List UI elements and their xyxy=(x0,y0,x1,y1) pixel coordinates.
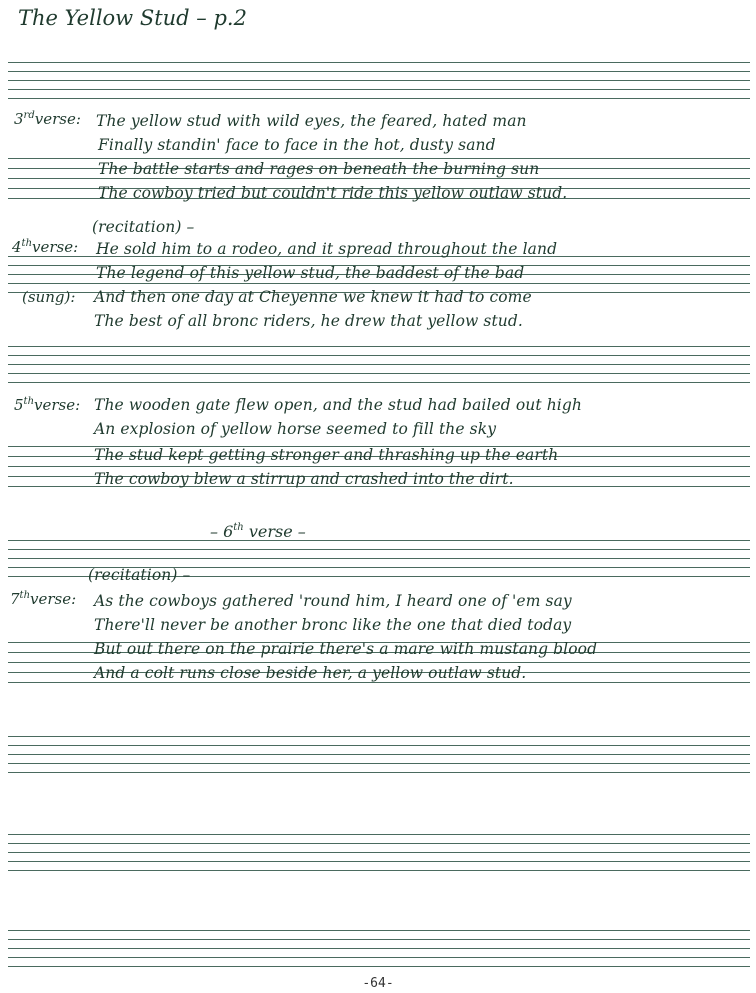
verse-7-line-3: But out there on the prairie there's a mare with mustang blood xyxy=(94,640,598,658)
verse-5-label: 5thverse: xyxy=(14,396,81,414)
verse-4-line-2: The legend of this yellow stud, the baddest of the bad xyxy=(96,264,525,282)
verse-3-line-4: The cowboy tried but couldn't ride this yellow outlaw stud. xyxy=(98,184,568,202)
verse-4-recitation: (recitation) – xyxy=(92,218,195,236)
verse-4-line-1: He sold him to a rodeo, and it spread throughout the land xyxy=(96,240,558,258)
verse-5-line-3: The stud kept getting stronger and thrashing up the earth xyxy=(94,446,559,464)
verse-5-line-2: An explosion of yellow horse seemed to fill the sky xyxy=(94,420,497,438)
verse-7-recitation: (recitation) – xyxy=(88,566,191,584)
verse-7-line-2: There'll never be another bronc like the one that died today xyxy=(94,616,572,634)
verse-3-line-2: Finally standin' face to face in the hot, dusty sand xyxy=(98,136,496,154)
verse-7-line-1: As the cowboys gathered 'round him, I heard one of 'em say xyxy=(94,592,572,610)
verse-3-line-1: The yellow stud with wild eyes, the feared, hated man xyxy=(96,112,527,130)
verse-4-line-3: And then one day at Cheyenne we knew it had to come xyxy=(94,288,532,306)
verse-5-line-1: The wooden gate flew open, and the stud had bailed out high xyxy=(94,396,582,414)
page-title: The Yellow Stud – p.2 xyxy=(18,6,247,30)
verse-5-line-4: The cowboy blew a stirrup and crashed into the dirt. xyxy=(94,470,514,488)
verse-4-label: 4thverse: xyxy=(12,238,79,256)
verse-7-line-4: And a colt runs close beside her, a yellow outlaw stud. xyxy=(94,664,527,682)
verse-4-line-4: The best of all bronc riders, he drew that yellow stud. xyxy=(94,312,523,330)
verse-3-label: 3rdverse: xyxy=(14,110,81,128)
page-number: -64- xyxy=(362,976,394,991)
verse-6-heading: – 6th verse – xyxy=(210,522,306,541)
sung-label: (sung): xyxy=(22,288,76,306)
verse-7-label: 7thverse: xyxy=(10,590,77,608)
verse-3-line-3: The battle starts and rages on beneath the burning sun xyxy=(98,160,540,178)
